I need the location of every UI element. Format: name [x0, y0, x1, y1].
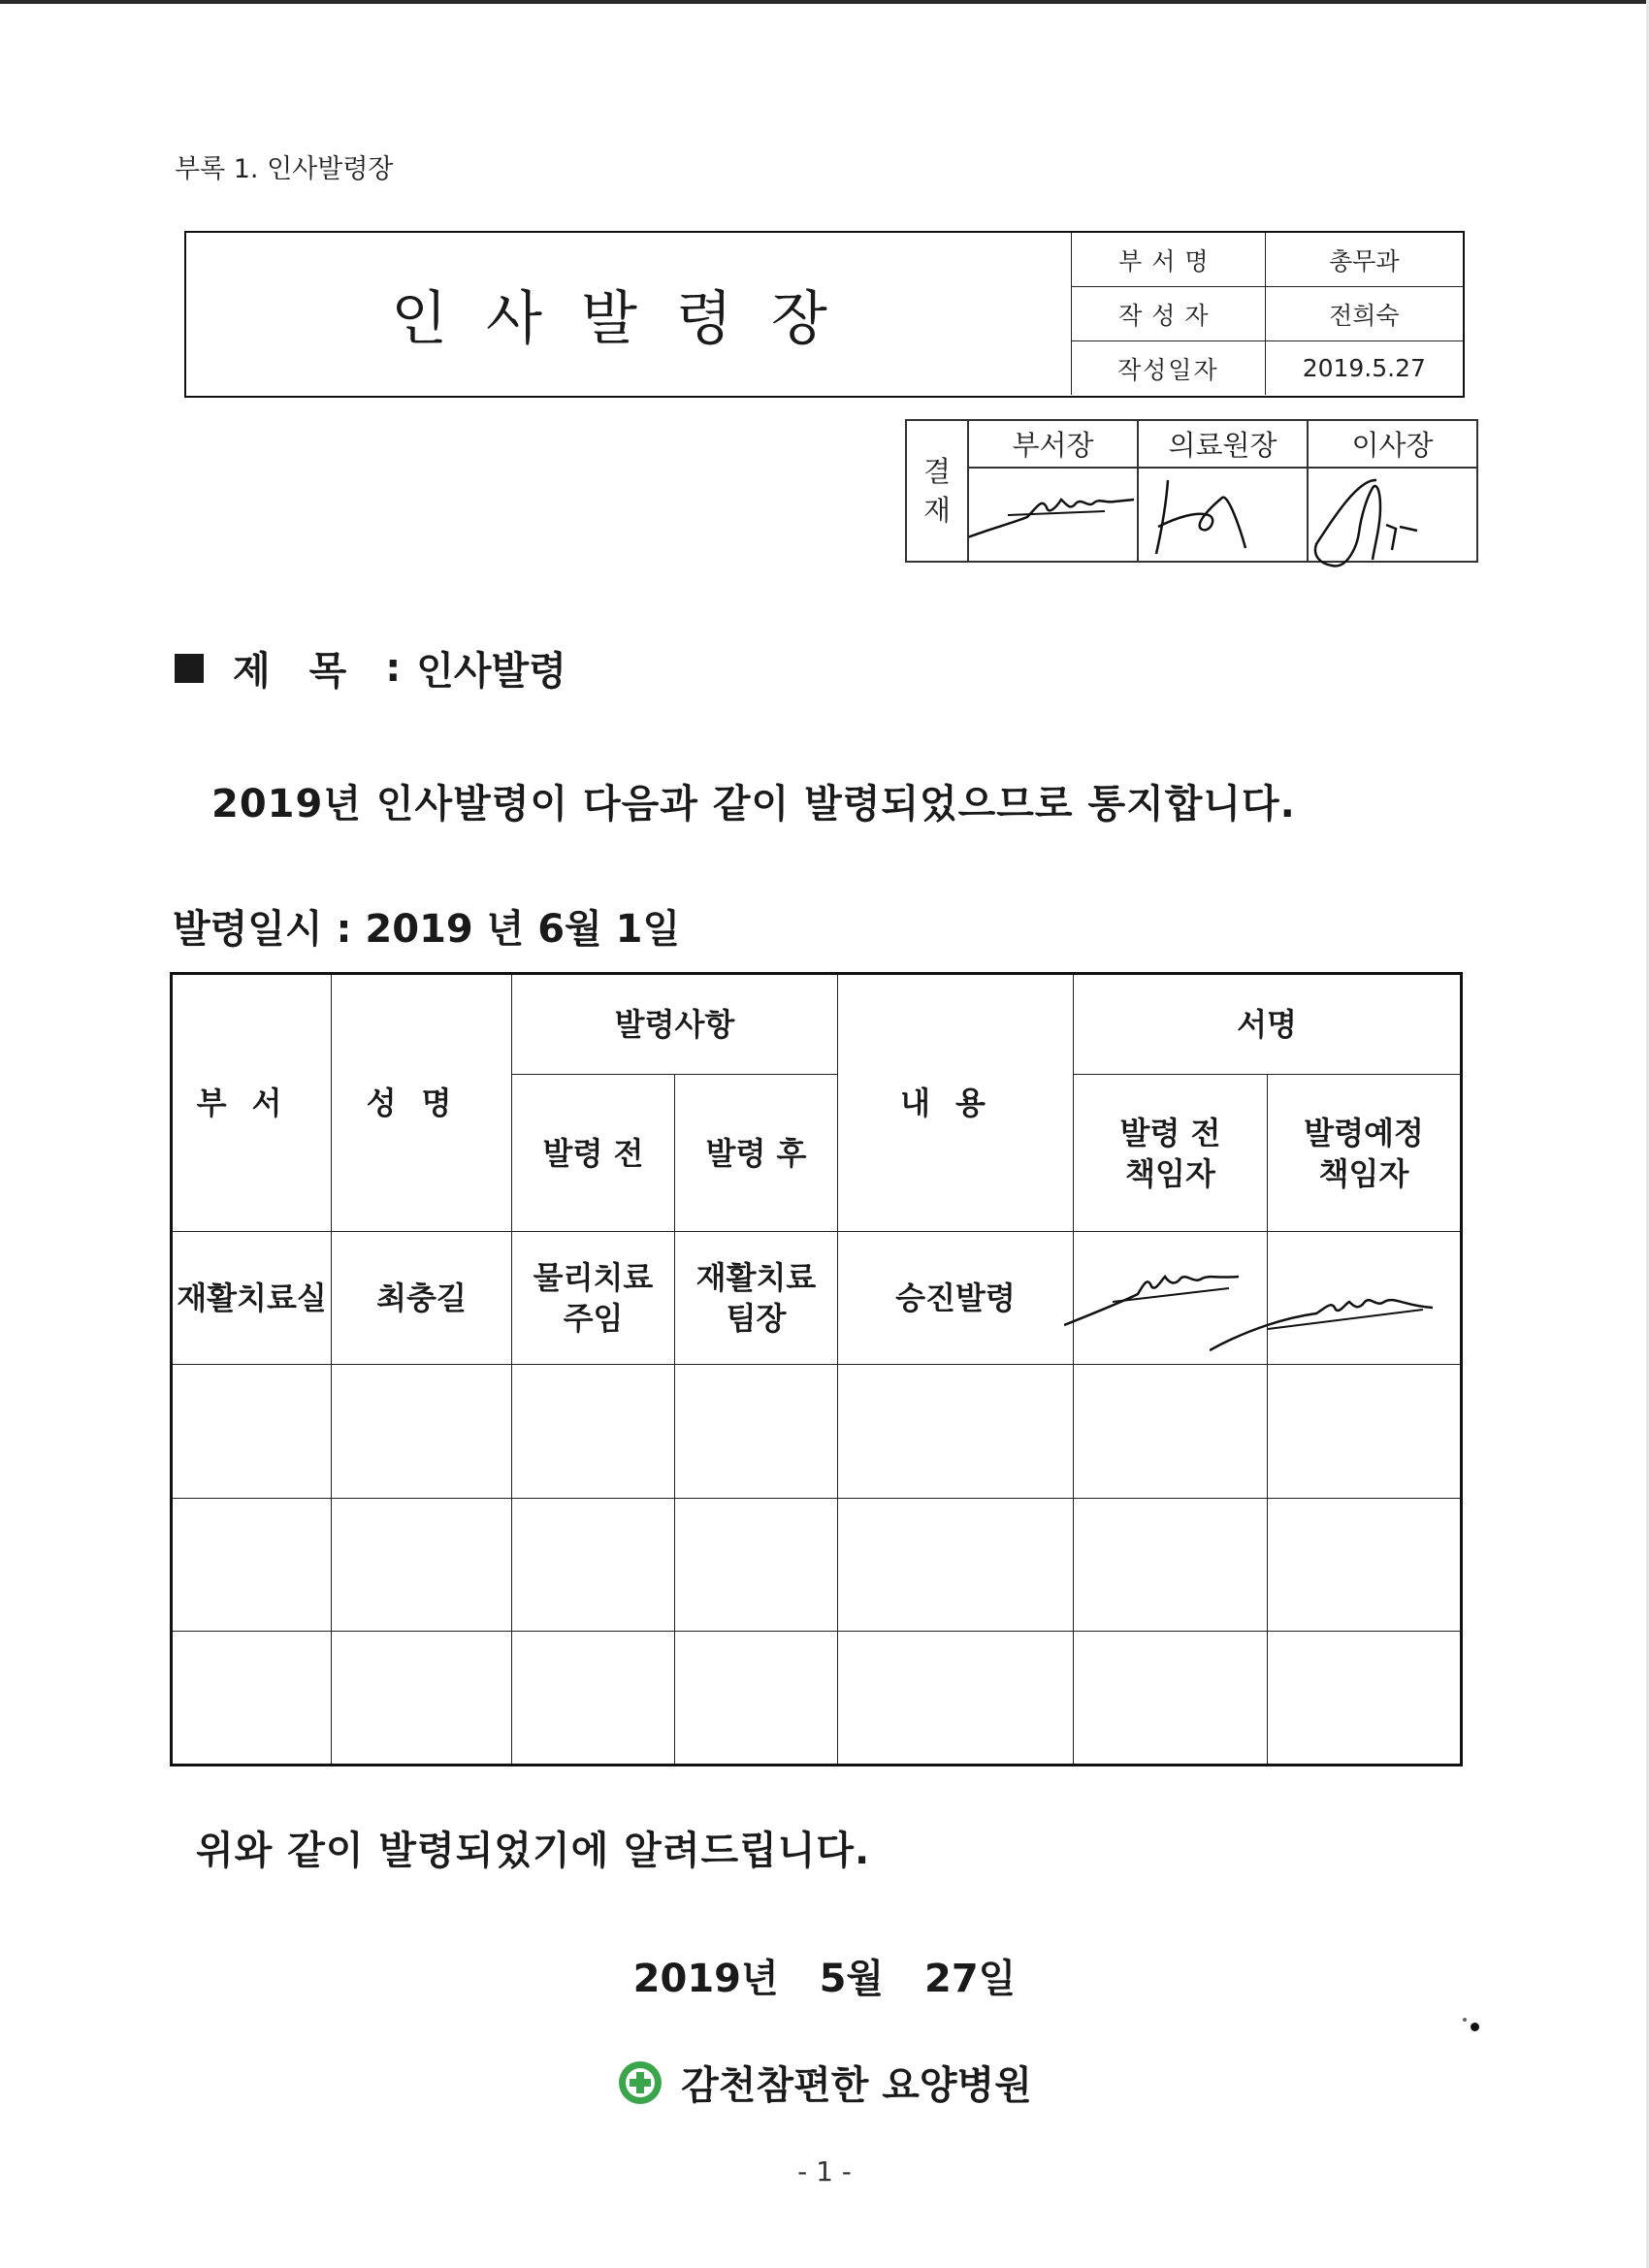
header-action: 발령사항 — [512, 974, 838, 1075]
meta-label: 작성자 — [1072, 287, 1266, 341]
signature-chairman — [1308, 468, 1477, 562]
scan-speck — [1471, 2023, 1479, 2031]
approval-role: 의료원장 — [1138, 420, 1308, 468]
signature-mark — [969, 469, 1137, 561]
meta-row — [1072, 233, 1464, 287]
approval-box — [905, 419, 1478, 563]
signature-mark — [1309, 469, 1476, 575]
approval-role: 부서장 — [968, 420, 1138, 468]
header-planned-manager-line2: 책임자 — [1318, 1154, 1409, 1192]
header-signature: 서명 — [1074, 974, 1462, 1075]
closing-text: 위와 같이 발령되었기에 알려드립니다. — [196, 1829, 871, 1873]
meta-row — [1072, 341, 1464, 396]
bullet-square-icon — [175, 654, 204, 683]
cell-before-line1: 물리치료 — [533, 1259, 654, 1296]
appendix-label: 부록 1. 인사발령장 — [175, 154, 394, 184]
header-name: 성명 — [332, 974, 512, 1232]
date-month: 5월 — [819, 1957, 885, 2001]
signature-director — [1138, 468, 1308, 562]
header-before-manager-line2: 책임자 — [1125, 1154, 1215, 1192]
header-planned-manager-line1: 발령예정 — [1304, 1114, 1424, 1151]
header-before: 발령 전 — [512, 1075, 675, 1232]
document-date — [0, 1948, 1649, 2003]
page-number: - 1 - — [797, 2155, 852, 2187]
signature-planned-manager — [1268, 1232, 1462, 1365]
document-title: 인사발령장 — [391, 285, 866, 353]
table-row — [172, 1232, 1462, 1365]
meta-value: 전희숙 — [1265, 287, 1463, 341]
hospital-logo-icon — [617, 2059, 663, 2106]
table-row-empty — [172, 1365, 1462, 1499]
meta-table — [1071, 233, 1463, 395]
scan-edge — [0, 0, 1649, 4]
subject-line — [175, 640, 566, 696]
meta-value: 총무과 — [1265, 233, 1463, 287]
header-box — [184, 231, 1465, 398]
cell-after-line1: 재활치료 — [695, 1259, 817, 1296]
hospital-name: 감천참편한 요양병원 — [681, 2063, 1032, 2108]
subject-value: 인사발령 — [416, 649, 566, 694]
meta-label: 작성일자 — [1072, 341, 1266, 396]
signature-mark — [1139, 469, 1307, 561]
signature-department-head — [968, 468, 1138, 562]
appointment-table — [170, 972, 1463, 1766]
header-planned-manager — [1268, 1075, 1462, 1232]
header-after: 발령 후 — [675, 1075, 838, 1232]
header-before-manager — [1074, 1075, 1268, 1232]
meta-row — [1072, 287, 1464, 341]
notice-text: 2019년 인사발령이 다음과 같이 발령되었으므로 통지합니다. — [211, 782, 1296, 826]
subject-sep: : — [385, 645, 402, 691]
table-row-empty — [172, 1632, 1462, 1766]
table-row-empty — [172, 1499, 1462, 1632]
cell-before — [512, 1232, 675, 1365]
meta-value: 2019.5.27 — [1265, 341, 1463, 396]
cell-content: 승진발령 — [838, 1232, 1074, 1365]
cell-before-line2: 주임 — [563, 1300, 624, 1337]
meta-label: 부서명 — [1072, 233, 1266, 287]
cell-after-line2: 팀장 — [726, 1300, 787, 1337]
subject-key: 제목 — [233, 649, 386, 694]
header-before-manager-line1: 발령 전 — [1119, 1114, 1221, 1151]
hospital-name-line — [0, 2055, 1649, 2110]
approval-role: 이사장 — [1308, 420, 1477, 468]
cell-dept: 재활치료실 — [172, 1232, 332, 1365]
approval-label-bottom: 재 — [922, 494, 951, 527]
scan-speck — [1463, 2018, 1467, 2022]
signature-mark — [1210, 1232, 1433, 1365]
header-dept: 부서 — [172, 974, 332, 1232]
issue-date: 발령일시 : 2019 년 6월 1일 — [173, 907, 681, 952]
approval-label-top: 결 — [922, 455, 951, 488]
cell-after — [675, 1232, 838, 1365]
cell-name: 최충길 — [332, 1232, 512, 1365]
approval-label — [906, 420, 968, 562]
header-content: 내용 — [838, 974, 1074, 1232]
date-year: 2019년 — [632, 1957, 779, 2001]
date-day: 27일 — [924, 1957, 1017, 2001]
